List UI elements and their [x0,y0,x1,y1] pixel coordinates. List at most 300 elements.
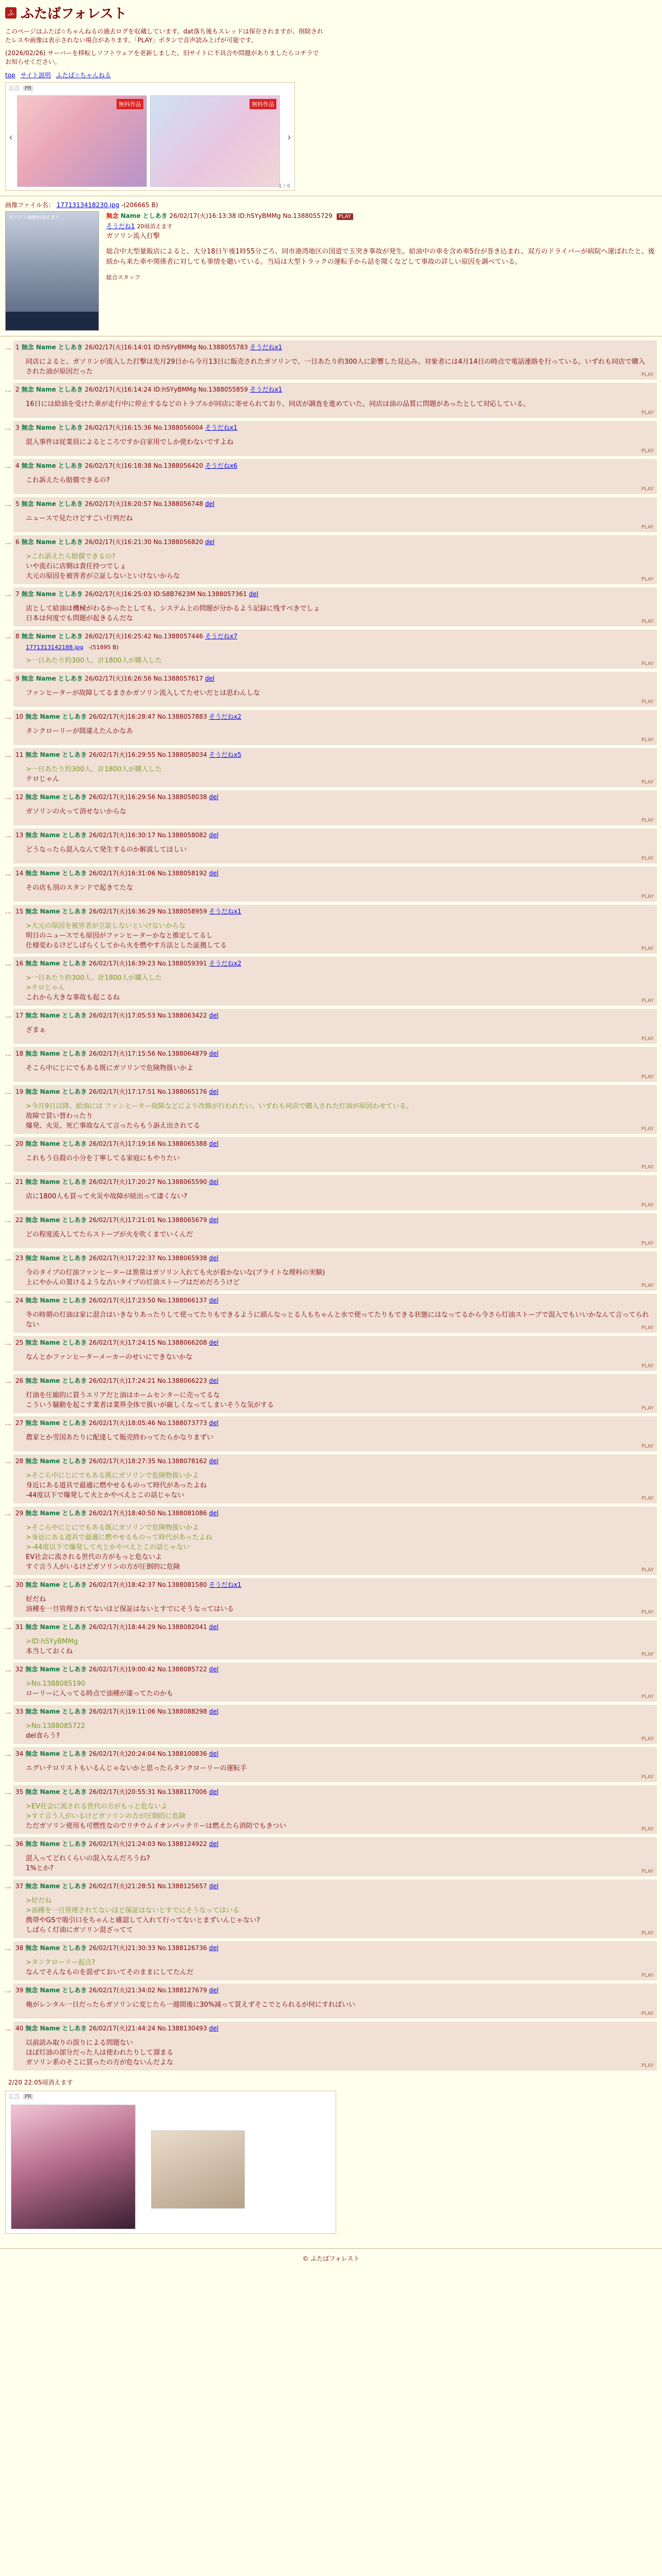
reply-post [13,1879,657,1938]
play-button[interactable]: PLAY [641,818,654,823]
reply-header [15,589,652,599]
reply-line: ガソリンの火って消せないからな [26,808,127,816]
sodane-button[interactable]: そうだねx7 [205,633,238,640]
reply-post [13,383,657,418]
play-button[interactable]: PLAY [641,2063,654,2069]
play-button[interactable]: PLAY [641,1074,654,1080]
op-line: ガソリン流入打撃 [106,232,160,240]
reply-header [15,907,652,916]
reply-line: ただガソリン使用も可燃性なのでリチウムイオンバッテリーは燃えたら消防でもきつい [26,1822,287,1830]
play-button[interactable]: PLAY [641,737,654,743]
play-button[interactable]: PLAY [641,1826,654,1832]
play-button[interactable]: PLAY [641,699,654,705]
reply-header [15,1882,652,1891]
file-label: 画像ファイル名： [5,201,55,209]
reply-file-size: -(51895 B) [88,644,119,651]
reply-index: 21 [15,1178,24,1185]
reply-datetime: 26/02/17(火)20:24:04 [89,1750,156,1757]
reply-index: 36 [15,1840,24,1848]
op-line: 総合中大型量販店によると、大分18日午後1時55分ごろ、同市港湾地区の国道で玉突き事故が発生。給油中の車を含め車5台が巻き込まれ、双方のドライバーが病院へ運ばれたと、後続から来た車や関係者に対しても事情を聴いている。当局は大型トラックの運転手から話を聞くなどして事故の詳しい原因を調べている。 [106,248,655,266]
reply-datetime: 26/02/17(火)17:15:56 [89,1050,156,1057]
play-button[interactable]: PLAY [641,998,654,1004]
reply-number[interactable]: No.1388058959 [157,908,207,915]
reply-number[interactable]: No.1388058038 [157,793,207,801]
play-button[interactable]: PLAY [641,1444,654,1449]
play-button[interactable]: PLAY [641,894,654,900]
reply-number[interactable]: No.1388059391 [157,960,207,967]
quote-line: >好だね [26,1897,52,1905]
ad-pager: 1 / 6 [278,183,290,189]
reply-name: 無念 Name としあき [21,424,83,431]
sodane-button[interactable]: del [205,538,215,546]
ad-slide[interactable] [150,95,280,187]
reply-body [26,1854,652,1873]
quote-line: >油種を一旦管理されてないほど保証はないとすでにそうなってはいる [26,1907,240,1914]
play-button[interactable]: PLAY [337,213,353,220]
op-id: ID:hSYyBMMg [238,212,281,219]
play-button[interactable]: PLAY [641,1202,654,1208]
notice-text-2: (2026/02/26) サーバーを移転しソフトウェアを更新しました。旧サイトに不具合や問題がありましたらコチラでお知らせください。 [5,49,319,65]
reply-datetime: 26/02/17(火)16:14:24 [85,386,152,393]
copyright: © ふたばフォレスト [0,2248,662,2263]
reply-post [13,1085,657,1134]
reply-line: そこら中にじにでもある既にガソリンで危険物扱いかよ [26,1064,194,1072]
sodane-button[interactable]: del [209,1377,219,1384]
reply-number[interactable]: No.1388056820 [153,538,203,546]
reply-number[interactable]: No.1388081086 [157,1510,207,1517]
reply-number[interactable]: No.1388127679 [157,1987,207,1994]
sodane-button[interactable]: del [209,1339,219,1346]
ad-image[interactable] [151,2130,245,2209]
reply-indent: … [5,538,11,546]
sodane-button[interactable]: そうだね1 [106,223,135,230]
sodane-button[interactable]: del [205,500,215,507]
sodane-button[interactable]: del [209,2025,219,2032]
play-button[interactable]: PLAY [641,524,654,530]
op-number[interactable]: No.1388055729 [283,212,333,219]
reply-number[interactable]: No.1388081580 [157,1581,207,1588]
play-button[interactable]: PLAY [641,779,654,785]
reply-header [15,674,652,683]
reply-number[interactable]: No.1388065388 [157,1140,207,1147]
reply-indent: … [5,590,11,598]
reply-header [15,1418,652,1428]
reply-number[interactable]: No.1388065679 [157,1216,207,1224]
reply-id: ID:hSYyBMMg [153,344,196,351]
reply-number[interactable]: No.1388085722 [157,1666,207,1673]
op-thumbnail[interactable] [5,211,99,331]
reply-index: 26 [15,1377,24,1384]
reply-number[interactable]: No.1388130493 [157,2025,207,2032]
reply-post [13,828,657,863]
sodane-button[interactable]: そうだねx6 [205,462,238,469]
reply-indent: … [5,1788,11,1795]
reply-number[interactable]: No.1388058034 [157,751,207,758]
play-button[interactable]: PLAY [641,1567,654,1573]
op-text [106,231,657,283]
reply-number[interactable]: No.1388057446 [153,633,203,640]
reply-number[interactable]: No.1388065590 [157,1178,207,1185]
reply-header [15,712,652,721]
reply-datetime: 26/02/17(火)17:23:50 [89,1297,156,1304]
play-button[interactable]: PLAY [641,448,654,454]
reply-index: 27 [15,1419,24,1427]
reply-index: 16 [15,960,24,967]
sodane-button[interactable]: del [209,1419,219,1427]
reply-header [15,1707,652,1716]
op-post [0,200,662,331]
reply-indent: … [5,1750,11,1757]
reply-row [5,790,657,825]
reply-number[interactable]: No.1388064879 [157,1050,207,1057]
reply-indent: … [5,870,11,877]
reply-line: 油種を一旦管理されてないほど保証はないとすでにそうなってはいる [26,1605,234,1613]
op-file-size: -(206665 B) [121,201,158,209]
reply-index: 33 [15,1708,24,1715]
play-button[interactable]: PLAY [641,1652,654,1657]
sodane-button[interactable]: del [209,1458,219,1465]
reply-line: どうなったら混入なんて発生するのか解説してほしい [26,846,187,854]
notice [5,27,325,66]
play-button[interactable]: PLAY [641,856,654,861]
sodane-button[interactable]: del [209,1012,219,1019]
quote-line: >ID:hSYyBMMg [26,1638,78,1646]
chevron-right-icon[interactable]: › [287,131,291,143]
reply-number[interactable]: No.1388078162 [157,1458,207,1465]
quote-line: >タンクローリー起点? [26,1959,95,1967]
play-button[interactable]: PLAY [641,1973,654,1978]
reply-index: 39 [15,1987,24,1994]
reply-name: 無念 Name としあき [25,1339,87,1346]
play-button[interactable]: PLAY [641,1869,654,1874]
reply-header [15,1177,652,1187]
reply-number[interactable]: No.1388056748 [153,500,203,507]
reply-body [26,1063,652,1073]
reply-datetime: 26/02/17(火)18:44:29 [89,1623,156,1631]
reply-datetime: 26/02/17(火)16:21:30 [85,538,152,546]
play-button[interactable]: PLAY [641,1405,654,1411]
reply-post [13,1416,657,1451]
reply-name: 無念 Name としあき [21,633,83,640]
sodane-button[interactable]: del [209,793,219,801]
reply-body [26,552,652,581]
play-button[interactable]: PLAY [641,661,654,667]
reply-datetime: 26/02/17(火)21:24:03 [89,1840,156,1848]
reply-file-link[interactable]: 1771313142188.jpg [26,644,84,651]
ad-label-row [6,2091,336,2102]
reply-line: 本当しておくね [26,1648,73,1655]
reply-row [5,828,657,863]
reply-header [15,343,652,352]
reply-number[interactable]: No.1388057361 [197,590,247,598]
reply-indent: … [5,1883,11,1890]
reply-number[interactable]: No.1388073773 [157,1419,207,1427]
reply-name: 無念 Name としあき [25,1666,87,1673]
sodane-button[interactable]: del [205,675,215,682]
sodane-button[interactable]: del [209,1255,219,1262]
sodane-button[interactable]: そうだねx1 [205,424,238,431]
reply-header [15,1338,652,1347]
reply-number[interactable]: No.1388057883 [157,713,207,720]
sodane-button[interactable]: del [209,1944,219,1952]
reply-post [13,1837,657,1876]
reply-list [0,341,662,2071]
pr-badge: PR [23,86,33,91]
reply-index: 32 [15,1666,24,1673]
sodane-button[interactable]: そうだねx2 [209,713,242,720]
reply-name: 無念 Name としあき [25,751,87,758]
play-button[interactable]: PLAY [641,2011,654,2016]
sodane-button[interactable]: del [249,590,259,598]
reply-name: 無念 Name としあき [25,1458,87,1465]
play-button[interactable]: PLAY [641,1930,654,1936]
reply-body [26,437,652,447]
sodane-button[interactable]: del [209,1297,219,1304]
reply-post [13,1009,657,1044]
reply-datetime: 26/02/17(火)21:34:02 [89,1987,156,1994]
reply-indent: … [5,908,11,915]
reply-name: 無念 Name としあき [25,908,87,915]
play-button[interactable]: PLAY [641,372,654,378]
sodane-button[interactable]: del [209,1510,219,1517]
reply-number[interactable]: No.1388056004 [153,424,203,431]
reply-post [13,535,657,584]
sodane-button[interactable]: そうだねx1 [250,386,283,393]
play-button[interactable]: PLAY [641,1774,654,1780]
reply-index: 7 [15,590,20,598]
reply-number[interactable]: No.1388088298 [157,1708,207,1715]
sodane-button[interactable]: del [209,1178,219,1185]
reply-number[interactable]: No.1388058082 [157,832,207,839]
reply-name: 無念 Name としあき [25,960,87,967]
reply-number[interactable]: No.1388066137 [157,1297,207,1304]
sodane-button[interactable]: del [209,1788,219,1795]
reply-body [26,765,652,784]
reply-index: 3 [15,424,20,431]
reply-row [5,2022,657,2071]
sodane-button[interactable]: del [209,1750,219,1757]
sodane-button[interactable]: del [209,1140,219,1147]
sodane-button[interactable]: そうだねx5 [209,751,242,758]
sodane-button[interactable]: del [209,1840,219,1848]
reply-header [15,461,652,470]
reply-index: 20 [15,1140,24,1147]
reply-number[interactable]: No.1388065176 [157,1088,207,1095]
op-line: 総合スタッフ [106,274,140,281]
reply-number[interactable]: No.1388066223 [157,1377,207,1384]
reply-index: 11 [15,751,24,758]
sodane-button[interactable]: del [209,1666,219,1673]
reply-line: EV社会に流される世代の方がもっと危ないよ [26,1553,162,1561]
reply-name: 無念 Name としあき [25,870,87,877]
reply-number[interactable]: No.1388056420 [153,462,203,469]
reply-header [15,959,652,968]
ad-label: 広告 [9,2093,20,2100]
reply-header [15,1456,652,1466]
reply-indent: … [5,1178,11,1185]
reply-name: 無念 Name としあき [25,1750,87,1757]
ad-label: 広告 [9,85,20,92]
reply-post [13,1336,657,1371]
reply-row [5,421,657,456]
play-button[interactable]: PLAY [641,410,654,416]
reply-line: 店に1800人も買って火災や故障が続出って凄くない? [26,1193,187,1200]
sodane-button[interactable]: del [209,832,219,839]
play-button[interactable]: PLAY [641,486,654,492]
reply-row [5,1879,657,1938]
reply-header [15,1376,652,1385]
reply-number[interactable]: No.1388066208 [157,1339,207,1346]
reply-datetime: 26/02/17(火)17:05:53 [89,1012,156,1019]
reply-line: 携帯やGSで吸引口をちゃんと確認して入れて行ってないとまずいんじゃない? [26,1917,260,1924]
sodane-button[interactable]: del [209,1883,219,1890]
reply-row [5,383,657,418]
site-title[interactable]: ふたばフォレスト [21,6,127,22]
reply-datetime: 26/02/17(火)16:29:56 [89,793,156,801]
ad-slide-tag: 無料作品 [250,99,276,109]
sodane-button[interactable]: del [209,1623,219,1631]
reply-indent: … [5,675,11,682]
quote-line: >そこら中にじにでもある既にガソリンで危険物扱いかよ [26,1472,199,1480]
reply-number[interactable]: No.1388057617 [153,675,203,682]
reply-datetime: 26/02/17(火)21:30:33 [89,1944,156,1952]
reply-number[interactable]: No.1388117006 [157,1788,207,1795]
reply-number[interactable]: No.1388063422 [157,1012,207,1019]
op-file-link[interactable]: 1771313418230.jpg [56,201,120,209]
reply-indent: … [5,462,11,469]
quote-line: >すぐ言う人がいるけどガソリンの方が圧倒的に危険 [26,1812,186,1820]
ad-images [6,2102,336,2233]
reply-post [13,341,657,380]
reply-body [26,476,652,485]
reply-row [5,1175,657,1210]
reply-line: ローリーに入ってる時点で油種が違ってたのかも [26,1690,174,1698]
reply-number[interactable]: No.1388058192 [157,870,207,877]
reply-number[interactable]: No.1388124922 [157,1840,207,1848]
reply-name: 無念 Name としあき [21,386,83,393]
op-expire: 20頃消えます [137,223,173,230]
reply-id: ID:hSYyBMMg [153,386,196,393]
reply-post [13,1294,657,1333]
sodane-button[interactable]: del [209,1987,219,1994]
reply-row [5,1085,657,1134]
nav-link-top[interactable]: top [5,72,15,79]
reply-post [13,1705,657,1744]
reply-datetime: 26/02/17(火)17:19:16 [89,1140,156,1147]
play-button[interactable]: PLAY [641,1694,654,1700]
nav-link-about[interactable]: サイト説明 [20,72,51,79]
reply-name: 無念 Name としあき [21,675,83,682]
play-button[interactable]: PLAY [641,946,654,952]
play-button[interactable]: PLAY [641,1736,654,1742]
reply-line: タンクローリーが間違えたんかなあ [26,727,133,735]
op-file-info [5,200,657,209]
logo-icon[interactable]: ふ [5,7,16,19]
sodane-button[interactable]: del [209,1708,219,1715]
reply-indent: … [5,424,11,431]
play-button[interactable]: PLAY [641,1164,654,1170]
reply-post [13,905,657,954]
reply-line: 大元の原因を被害者が立証しないといけないからな [26,572,180,580]
reply-name: 無念 Name としあき [25,1377,87,1384]
reply-name: 無念 Name としあき [25,1050,87,1057]
nav-link-futaba[interactable]: ふたば☆ちゃんねる [56,72,111,79]
reply-line: 農家とか雪国あたりに配達して販売終わってたらかなりまずい [26,1434,213,1442]
reply-number[interactable]: No.1388126736 [157,1944,207,1952]
sodane-button[interactable]: del [209,1088,219,1095]
reply-row [5,497,657,532]
sodane-button[interactable]: そうだねx2 [209,960,242,967]
op-datetime: 26/02/17(火)16:13:38 [169,212,236,219]
ad-image[interactable] [11,2105,136,2229]
play-button[interactable]: PLAY [641,1126,654,1132]
reply-datetime: 26/02/17(火)17:17:51 [89,1088,156,1095]
ad-label-row [6,83,294,93]
play-button[interactable]: PLAY [641,619,654,624]
sodane-button[interactable]: そうだねx1 [209,908,242,915]
play-button[interactable]: PLAY [641,1036,654,1042]
reply-index: 25 [15,1339,24,1346]
quote-line: >これ訴えたら賠償できるの? [26,553,115,561]
reply-header [15,1296,652,1305]
reply-number[interactable]: No.1388125657 [157,1883,207,1890]
reply-number[interactable]: No.1388065938 [157,1255,207,1262]
reply-number[interactable]: No.1388082041 [157,1623,207,1631]
chevron-left-icon[interactable]: ‹ [9,131,13,143]
quote-line: >今月9日以降、給油には ファンヒーター故障などにより改修が行われたい。いずれも同店で購入された灯油が原因わせている。 [26,1103,413,1110]
quote-line: >テロじゃん [26,984,65,992]
reply-datetime: 26/02/17(火)16:39:23 [89,960,156,967]
reply-datetime: 26/02/17(火)16:26:56 [85,675,152,682]
play-button[interactable]: PLAY [641,1363,654,1369]
reply-index: 31 [15,1623,24,1631]
sodane-button[interactable]: そうだねx1 [209,1581,242,1588]
play-button[interactable]: PLAY [641,1496,654,1501]
reply-line: これから大きな事故も起こるね [26,994,120,1002]
play-button[interactable]: PLAY [641,577,654,582]
reply-post [13,587,657,626]
reply-body [26,1025,652,1035]
reply-line: いや流石に店側は責任持つでしょ [26,563,127,570]
reply-line: これもう自殺の小分を丁寧してる家庭にもやりたい [26,1155,180,1162]
reply-body [26,1802,652,1831]
reply-line: どの程度流入してたらストーブが火を吹くまでいくんだ [26,1231,193,1239]
reply-index: 29 [15,1510,24,1517]
ad-slide[interactable] [17,95,147,187]
pr-badge: PR [23,2094,33,2099]
reply-number[interactable]: No.1388055783 [198,344,248,351]
sodane-button[interactable]: del [209,1050,219,1057]
reply-body [26,1433,652,1443]
reply-index: 9 [15,675,20,682]
reply-number[interactable]: No.1388055859 [198,386,248,393]
reply-line: 同店によると、ガソリンが流入した打撃は先月29日から今月13日に販売されたガソリンで、一日あたり約300人に影響した見込み。対象者には4月14日の時点で電話連絡を行っている。いずれも同店で購入された油が原因だった [26,358,646,376]
play-button[interactable]: PLAY [641,1283,654,1289]
sodane-button[interactable]: そうだねx1 [250,344,283,351]
play-button[interactable]: PLAY [641,1325,654,1331]
reply-number[interactable]: No.1388100836 [157,1750,207,1757]
sodane-button[interactable]: del [209,1216,219,1224]
play-button[interactable]: PLAY [641,1609,654,1615]
reply-header [15,1787,652,1797]
play-button[interactable]: PLAY [641,1241,654,1246]
op-body [5,211,657,331]
sodane-button[interactable]: del [209,870,219,877]
reply-row [5,1336,657,1371]
reply-body [26,1230,652,1240]
reply-header [15,1049,652,1058]
reply-header [15,537,652,547]
